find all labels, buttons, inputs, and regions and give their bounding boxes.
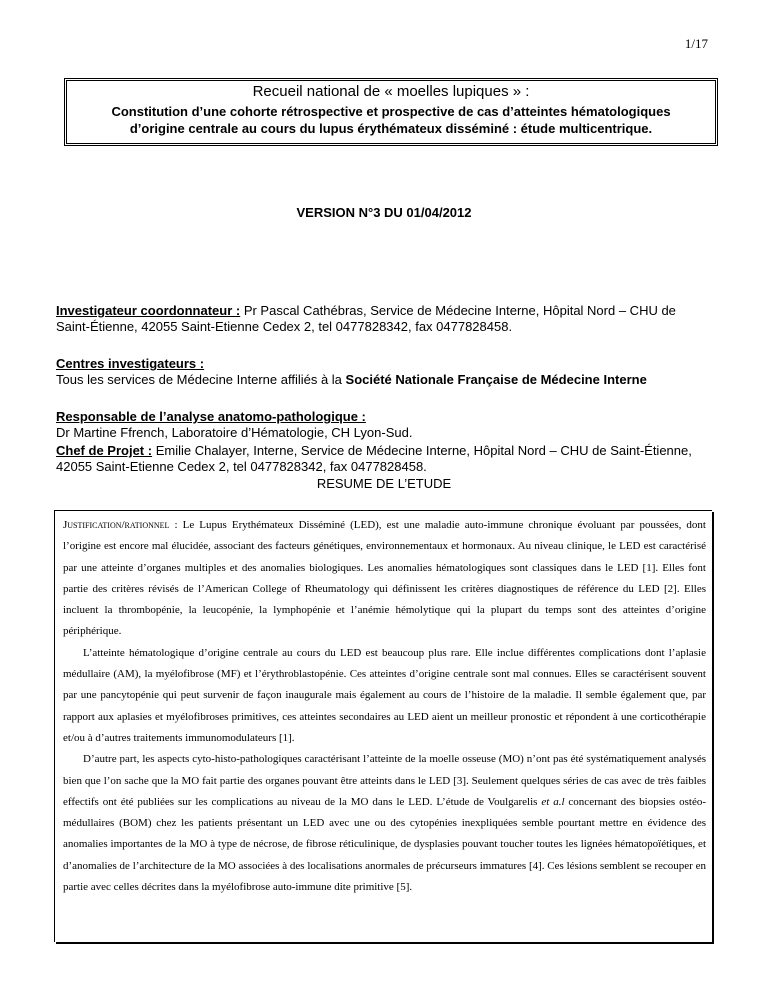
- document-subtitle: [71, 103, 711, 137]
- resume-paragraph-3: D’autre part, les aspects cyto-histo-pathologiques caractérisant l’atteinte de la moelle osseuse (MO) n’ont pas été systématiquement analysés bien que l’on sache que la MO fait partie des organes pouvant être atteints dans le LED [3]. Seulement quelques séries de cas avec de très faibles effectifs ont été publiées sur les complications au niveau de la MO dans le LED. L’étude de Voulgarelis et a.l concernant des biopsies ostéo-médullaires (BOM) chez les patients présentant un LED avec une ou des cytopénies inexpliquées semble pourtant mettre en évidence des anomalies importantes de la MO à type de nécrose, de fibrose réticulinique, de dysplasies pouvant toucher toutes les lignées hématopoïétiques, et d’anomalies de l’architecture de la MO associées à des localisations anormales de précurseurs immatures [4]. Ces lésions semblent se recouper en partie avec celles décrites dans la myélofibrose auto-immune dite primitive [5].: [63, 753, 706, 894]
- resume-paragraph-2: L’atteinte hématologique d’origine centrale au cours du LED est beaucoup plus rare. Elle inclue différentes complications dont l’aplasie médullaire (AM), la myélofibrose (MF) et l’érythroblastopénie. Ces atteintes d’origine centrale sont mal connues. Elles se caractérisent souvent par une pancytopénie qui peut survenir de façon inaugurale mais également au cours de l’histoire de la maladie. Il semble également que, par rapport aux aplasies et myélofibroses primitives, ces atteintes secondaires au LED aient un meilleur pronostic et répondent à une corticothérapie et/ou à d’autres traitements immunomodulateurs [1].: [63, 646, 706, 744]
- resume-lead: Justification/rationnel: [63, 519, 170, 531]
- chef-label: Chef de Projet :: [56, 443, 153, 458]
- resume-box: [54, 510, 712, 942]
- resume-paragraph-1: Justification/rationnel : Le Lupus Erythémateux Disséminé (LED), est une maladie auto-immune chronique évoluant par poussées, dont l’origine est encore mal élucidée, associant des facteurs génétiques, environnementaux et hormonaux. Au niveau clinique, le LED est caractérisé par une atteinte d’organes multiples et des anomalies biologiques. Les anomalies hématologiques sont classiques dans le LED [1]. Elles font partie des critères révisés de l’American College of Rheumatology qui définissent les critères diagnostiques de référence du LED [2]. Elles incluent la thrombopénie, la leucopénie, la lymphopénie et l’anémie hémolytique qui la plupart du temps sont des atteintes d’origine périphérique.: [63, 519, 706, 638]
- investigateur-section: [56, 303, 712, 335]
- resume-heading: RESUME DE L’ETUDE: [316, 476, 452, 491]
- subtitle-line-2: d’origine centrale au cours du lupus érythémateux disséminé : étude multicentrique.: [129, 121, 653, 136]
- centres-text: Tous les services de Médecine Interne affiliés à la: [56, 372, 346, 387]
- subtitle-line-1: Constitution d’une cohorte rétrospective et prospective de cas d’atteintes hématologiques: [111, 104, 671, 119]
- responsable-section: [56, 409, 712, 441]
- investigateur-label: Investigateur coordonnateur :: [56, 303, 241, 318]
- document-title: Recueil national de « moelles lupiques » :: [252, 83, 530, 100]
- centres-society: Société Nationale Française de Médecine Interne: [345, 372, 647, 387]
- page-number: 1/17: [684, 36, 708, 51]
- version-line: VERSION N°3 DU 01/04/2012: [296, 205, 472, 220]
- responsable-text: Dr Martine Ffrench, Laboratoire d’Hématologie, CH Lyon-Sud.: [56, 425, 413, 440]
- chef-text: Emilie Chalayer, Interne, Service de Médecine Interne, Hôpital Nord – CHU de Saint-Étienne, 42055 Saint-Etienne Cedex 2, tel 0477828342, fax 0477828458.: [56, 443, 692, 474]
- centres-section: [56, 356, 712, 388]
- responsable-label: Responsable de l’analyse anatomo-pathologique :: [56, 409, 366, 424]
- chef-section: [56, 443, 712, 475]
- title-box: [64, 78, 718, 146]
- investigateur-text: Pr Pascal Cathébras, Service de Médecine Interne, Hôpital Nord – CHU de Saint-Étienne, 42055 Saint-Etienne Cedex 2, tel 0477828342, fax 0477828458.: [56, 303, 676, 334]
- centres-label: Centres investigateurs :: [56, 356, 205, 371]
